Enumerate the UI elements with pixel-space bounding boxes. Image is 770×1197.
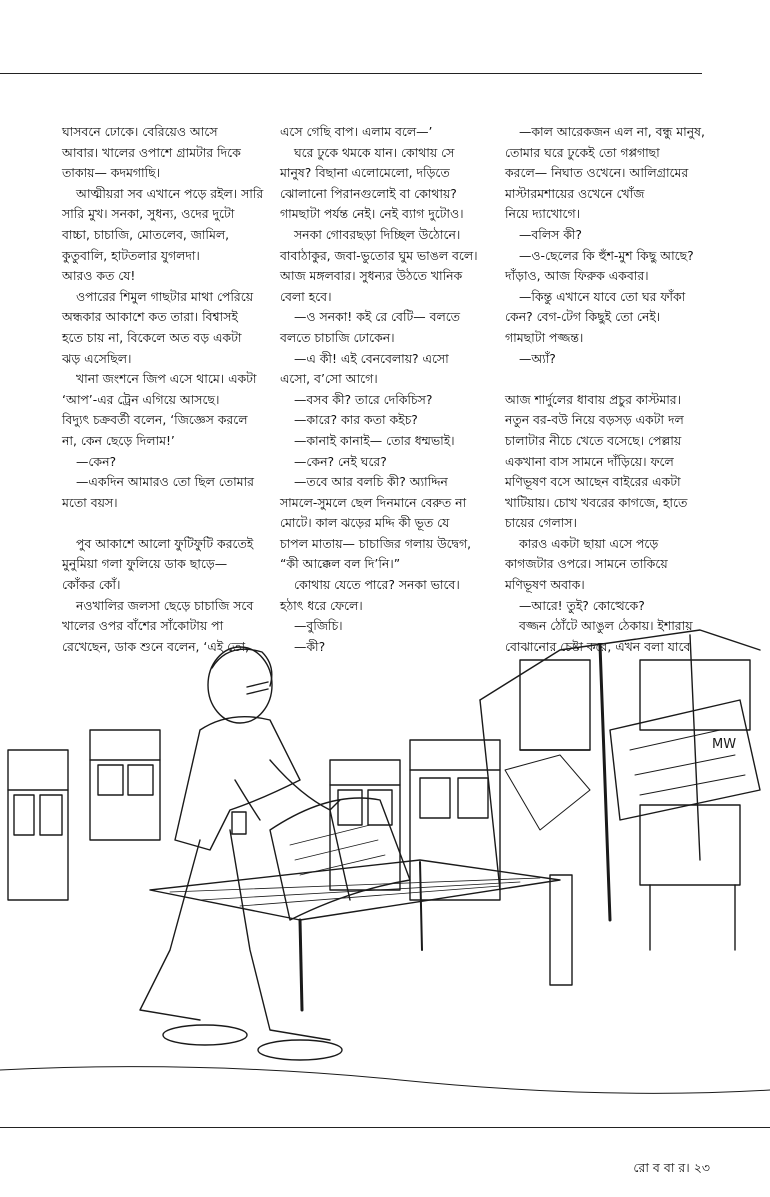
text-line: আত্মীয়রা সব এখানে পড়ে রইল। সারি: [76, 185, 264, 201]
text-line: —অ্যাঁ?: [519, 350, 556, 366]
bottom-rule: [0, 1127, 770, 1128]
text-line: নিয়ে দ্যাখোগে।: [505, 206, 581, 222]
text-line: সনকা গোবরছড়া দিচ্ছিল উঠোনে।: [294, 226, 461, 242]
text-line: ঘাসবনে ঢোকে। বেরিয়েও আসে: [62, 124, 218, 139]
text-line: —কাল আরেকজন এল না, বন্ধু মানুষ,: [519, 124, 705, 139]
text-line: করলে— নিঘাত ওখেনে। আলিগ্রামের: [505, 165, 689, 181]
text-line: খালের ওপর বাঁশের সাঁকোটায় পা: [62, 618, 224, 634]
text-line: —কানাই কানাই— তোর ধম্মভাই।: [294, 432, 455, 448]
text-line: আজ শার্দুলের ধাবায় প্রচুর কাস্টমার।: [505, 391, 682, 407]
text-line: মণিভূষণ অবাক।: [505, 577, 585, 593]
text-line: পুব আকাশে আলো ফুটিফুটি করতেই: [76, 535, 254, 551]
text-line: কাগজটার ওপরে। সামনে তাকিয়ে: [505, 556, 668, 572]
text-line: মুনুমিয়া গলা ফুলিয়ে ডাক ছাড়ে—: [62, 556, 228, 572]
illustration: [0, 590, 770, 1120]
text-line: হঠাৎ ধরে ফেলে।: [280, 597, 363, 613]
text-line: অন্ধকার আকাশে কত তারা। বিশ্বাসই: [62, 309, 238, 325]
article-column-1: [62, 122, 267, 657]
text-line: মানুষ? বিছানা এলোমেলো, দড়িতে: [280, 165, 450, 181]
text-line: তোমার ঘরে ঢুকেই তো গপ্পগাছা: [505, 144, 660, 160]
dhaba-shed: [480, 630, 760, 950]
text-line: ঝোলানো পিরানগুলোই বা কোথায়?: [280, 185, 457, 201]
text-line: মাস্টারমশায়ের ওখেনে খোঁজ: [505, 185, 645, 201]
text-line: —বসব কী? তারে দেকিচিস?: [294, 391, 433, 407]
text-line: ‘আপ’-এর ট্রেন এগিয়ে আসছে।: [62, 391, 220, 407]
text-line: খাটিয়ায়। চোখ খবরের কাগজে, হাতে: [505, 494, 688, 510]
article-column-3: [505, 122, 720, 657]
text-line: বাবাঠাকুর, জবা-ভুতোর ঘুম ভাঙল বলে।: [280, 247, 478, 263]
text-line: —ও সনকা! কই রে বেটি— বলতে: [294, 309, 460, 325]
text-line: নওখালির জলসা ছেড়ে চাচাজি সবে: [76, 597, 254, 613]
text-line: দাঁড়াও, আজ ফিরুক একবার।: [505, 268, 649, 284]
page-footer: রো ব বা র। ২৩: [633, 1160, 710, 1175]
top-rule: [0, 73, 702, 74]
text-line: আরও কত যে!: [62, 268, 136, 284]
text-line: ওপারের শিমুল গাছটার মাথা পেরিয়ে: [76, 288, 254, 304]
text-line: এসে গেছি বাপ। এলাম বলে—’: [280, 124, 433, 139]
text-line: —ও-ছেলের কি হুঁশ-মুশ কিছু আছে?: [519, 247, 694, 263]
text-line: একখানা বাস সামনে দাঁড়িয়ে। ফলে: [505, 453, 674, 469]
sign-text: MW: [712, 737, 737, 752]
text-line: —বলিস কী?: [519, 226, 582, 242]
text-line: —বুজিচি।: [294, 618, 343, 634]
text-line: রেখেছেন, ডাক শুনে বলেন, ‘এই তো,: [62, 638, 250, 654]
text-line: চাপল মাতায়— চাচাজির গলায় উদ্বেগ,: [280, 535, 472, 551]
text-line: কুতুবালি, হাটতলার যুগলদা।: [62, 247, 200, 263]
text-line: গামছাটা পজ্জন্ত।: [505, 329, 584, 345]
text-line: বজ্জন ঠোঁটে আঙুল ঠেকায়। ইশারায়: [519, 618, 693, 634]
text-line: বিদ্যুৎ চক্রবর্তী বলেন, ‘জিজ্ঞেস করলে: [62, 412, 248, 428]
text-line: সারি মুখ। সনকা, সুধন্য, ওদের দুটো: [62, 206, 235, 222]
text-line: মণিভূষণ বসে আছেন বাইরের একটা: [505, 474, 681, 490]
text-line: নতুন বর-বউ নিয়ে বড়সড় একটা দল: [505, 412, 684, 428]
text-line: ঘরে ঢুকে থমকে যান। কোথায় সে: [294, 144, 455, 160]
text-line: চালাটার নীচে খেতে বসেছে। পেল্লায়: [505, 432, 682, 448]
text-line: তাকায়— কদমগাছি।: [62, 165, 161, 181]
text-line: কোথায় যেতে পারে? সনকা ভাবে।: [294, 577, 460, 593]
text-line: ঝড় এসেছিল।: [62, 350, 132, 366]
text-line: আজ মঙ্গলবার। সুধন্যর উঠতে খানিক: [280, 268, 463, 284]
text-line: —একদিন আমারও তো ছিল তোমার: [76, 474, 254, 490]
charpoy: [150, 860, 572, 1010]
text-line: —কী?: [294, 638, 326, 654]
text-line: “কী আক্কেল বল দি’নি।”: [280, 556, 401, 572]
text-line: বলতে চাচাজি ঢোকেন।: [280, 329, 395, 345]
text-line: খানা জংশনে জিপ এসে থামে। একটা: [76, 371, 257, 387]
article-column-2: [280, 122, 490, 657]
text-line: বোঝানোর চেষ্টা করে, এখন বলা যাবে: [505, 638, 691, 654]
text-line: কোঁকর কোঁ।: [62, 577, 121, 593]
text-line: এসো, ব’সো আগে।: [280, 371, 378, 387]
text-line: কারও একটা ছায়া এসে পড়ে: [519, 535, 659, 551]
background-vehicles: [8, 730, 500, 900]
text-line: চায়ের গেলাস।: [505, 515, 577, 531]
man-reading-newspaper: [140, 647, 410, 1060]
text-line: কেন? বেগ-টেগ কিছুই তো নেই।: [505, 309, 661, 325]
text-line: বেলা হবে।: [280, 288, 332, 304]
text-line: আবার। খালের ওপাশে গ্রামটার দিকে: [62, 144, 241, 160]
text-line: —কিন্তু এখানে যাবে তো ঘর ফাঁকা: [519, 288, 686, 304]
text-line: মতো বয়স।: [62, 494, 118, 510]
text-line: গামছাটা পর্যন্ত নেই। নেই ব্যাগ দুটোও।: [280, 206, 464, 222]
text-line: মোটে। কাল ঝড়ের মদ্দি কী ভূত যে: [280, 515, 450, 531]
text-line: —কেন?: [76, 453, 117, 469]
text-line: —আরে! তুই? কোত্থেকে?: [519, 597, 645, 613]
text-line: —তবে আর বলচি কী? অ্যাদ্দিন: [294, 474, 448, 490]
text-line: না, কেন ছেড়ে দিলাম!’: [62, 432, 175, 448]
text-line: —কারে? কার কতা কইচ?: [294, 412, 418, 428]
text-line: হতে চায় না, বিকেলে অত বড় একটা: [62, 329, 242, 345]
text-line: বাচ্চা, চাচাজি, মোতলেব, জামিল,: [62, 226, 230, 242]
text-line: —কেন? নেই ঘরে?: [294, 453, 387, 469]
text-line: —এ কী! এই বেনবেলায়? এসো: [294, 350, 449, 366]
text-line: সামলে-সুমলে ছেল দিনমানে বেরুত না: [280, 494, 467, 510]
